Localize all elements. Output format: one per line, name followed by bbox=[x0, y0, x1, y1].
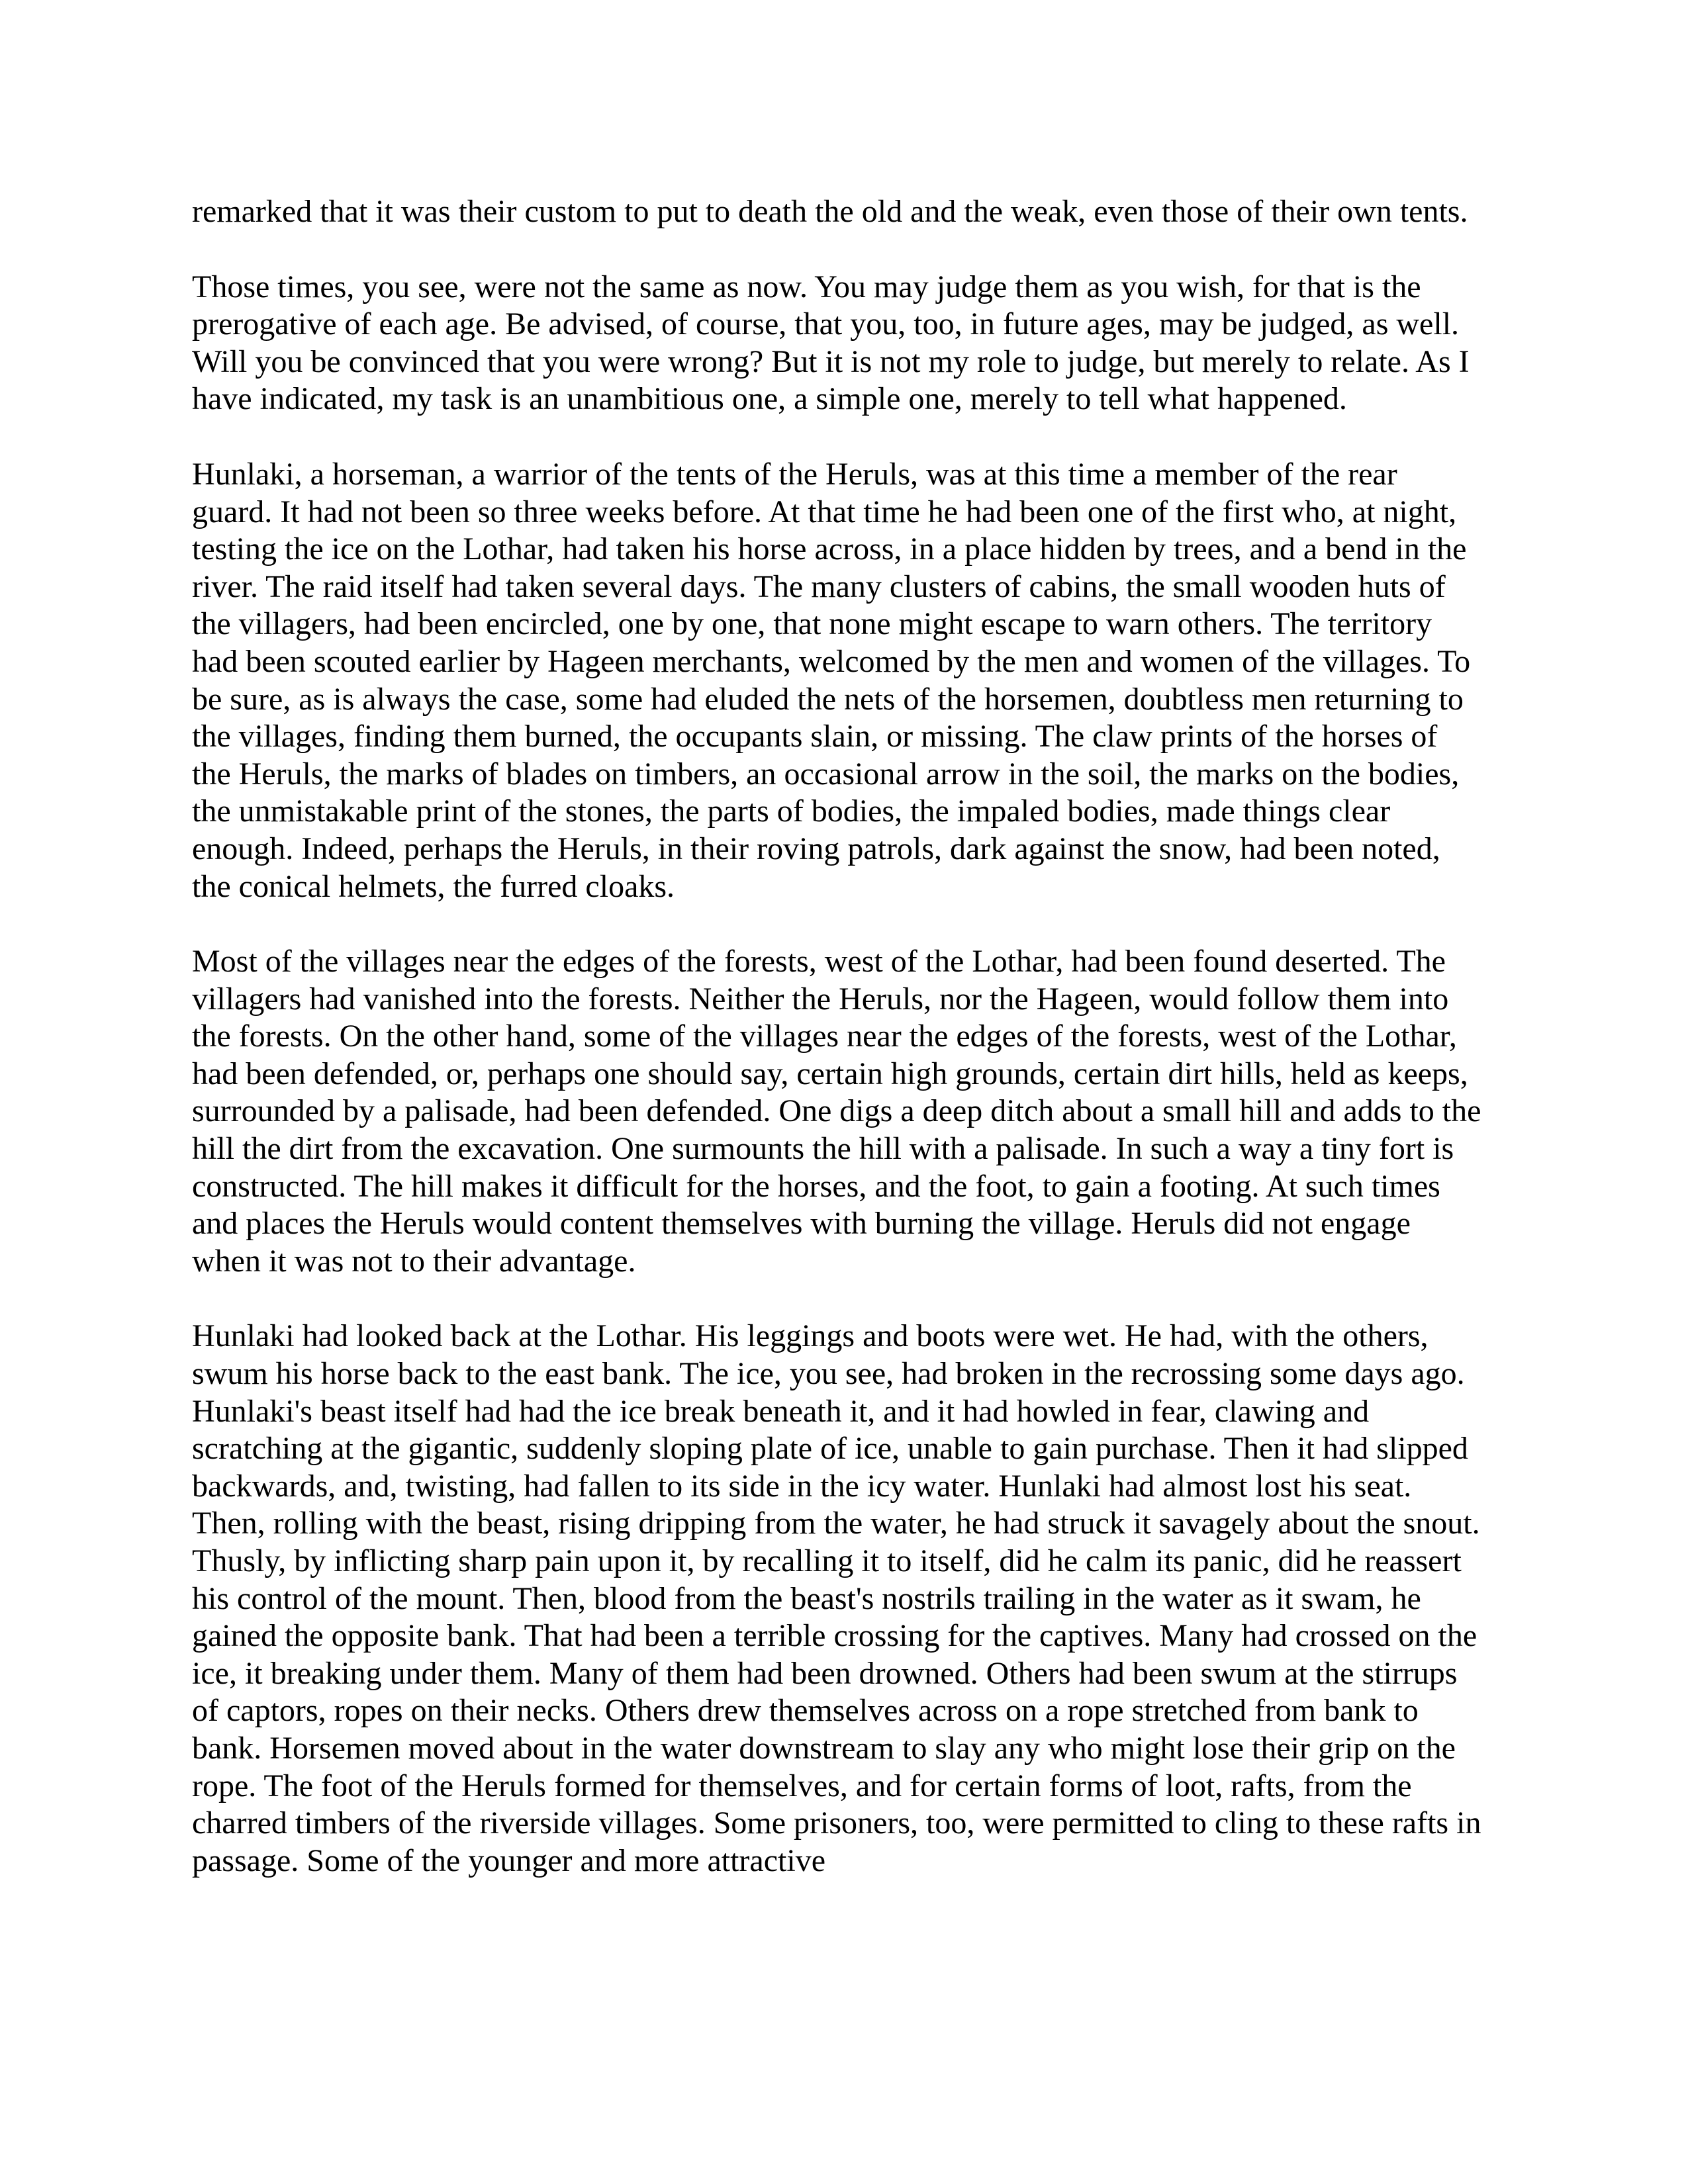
document-page bbox=[192, 193, 1483, 1880]
paragraph-5: Hunlaki had looked back at the Lothar. His leggings and boots were wet. He had, with the others, swum his horse back to the east bank. The ice, you see, had broken in the recrossing some days ago. Hunlaki's beast itself had had the ice break beneath it, and it had howled in fear, clawing and scratching at the gigantic, suddenly sloping plate of ice, unable to gain purchase. Then it had slipped backwards, and, twisting, had fallen to its side in the icy water. Hunlaki had almost lost his seat. Then, rolling with the beast, rising dripping from the water, he had struck it savagely about the snout. Thusly, by inflicting sharp pain upon it, by recalling it to itself, did he calm its panic, did he reassert his control of the mount. Then, blood from the beast's nostrils trailing in the water as it swam, he gained the opposite bank. That had been a terrible crossing for the captives. Many had crossed on the ice, it breaking under them. Many of them had been drowned. Others had been swum at the stirrups of captors, ropes on their necks. Others drew themselves across on a rope stretched from bank to bank. Horsemen moved about in the water downstream to slay any who might lose their grip on the rope. The foot of the Heruls formed for themselves, and for certain forms of loot, rafts, from the charred timbers of the riverside villages. Some prisoners, too, were permitted to cling to these rafts in passage. Some of the younger and more attractive bbox=[192, 1318, 1481, 1878]
paragraph-4: Most of the villages near the edges of the forests, west of the Lothar, had been found deserted. The villagers had vanished into the forests. Neither the Heruls, nor the Hageen, would follow them into the forests. On the other hand, some of the villages near the edges of the forests, west of the Lothar, had been defended, or, perhaps one should say, certain high grounds, certain dirt hills, held as keeps, surrounded by a palisade, had been defended. One digs a deep ditch about a small hill and adds to the hill the dirt from the excavation. One surmounts the hill with a palisade. In such a way a tiny fort is constructed. The hill makes it difficult for the horses, and the foot, to gain a footing. At such times and places the Heruls would content themselves with burning the village. Heruls did not engage when it was not to their advantage. bbox=[192, 944, 1481, 1279]
paragraph-2: Those times, you see, were not the same as now. You may judge them as you wish, for that is the prerogative of each age. Be advised, of course, that you, too, in future ages, may be judged, as well. Will you be convinced that you were wrong? But it is not my role to judge, but merely to relate. As I have indicated, my task is an unambitious one, a simple one, merely to tell what happened. bbox=[192, 269, 1470, 417]
paragraph-3: Hunlaki, a horseman, a warrior of the tents of the Heruls, was at this time a member of the rear guard. It had not been so three weeks before. At that time he had been one of the first who, at night, testing the ice on the Lothar, had taken his horse across, in a place hidden by trees, and a bend in the river. The raid itself had taken several days. The many clusters of cabins, the small wooden huts of the villagers, had been encircled, one by one, that none might escape to warn others. The territory had been scouted earlier by Hageen merchants, welcomed by the men and women of the villages. To be sure, as is always the case, some had eluded the nets of the horsemen, doubtless men returning to the villages, finding them burned, the occupants slain, or missing. The claw prints of the horses of the Heruls, the marks of blades on timbers, an occasional arrow in the soil, the marks on the bodies, the unmistakable print of the stones, the parts of bodies, the impaled bodies, made things clear enough. Indeed, perhaps the Heruls, in their roving patrols, dark against the snow, had been noted, the conical helmets, the furred cloaks. bbox=[192, 456, 1471, 904]
paragraph-1: remarked that it was their custom to put to death the old and the weak, even those of their own tents. bbox=[192, 194, 1468, 229]
